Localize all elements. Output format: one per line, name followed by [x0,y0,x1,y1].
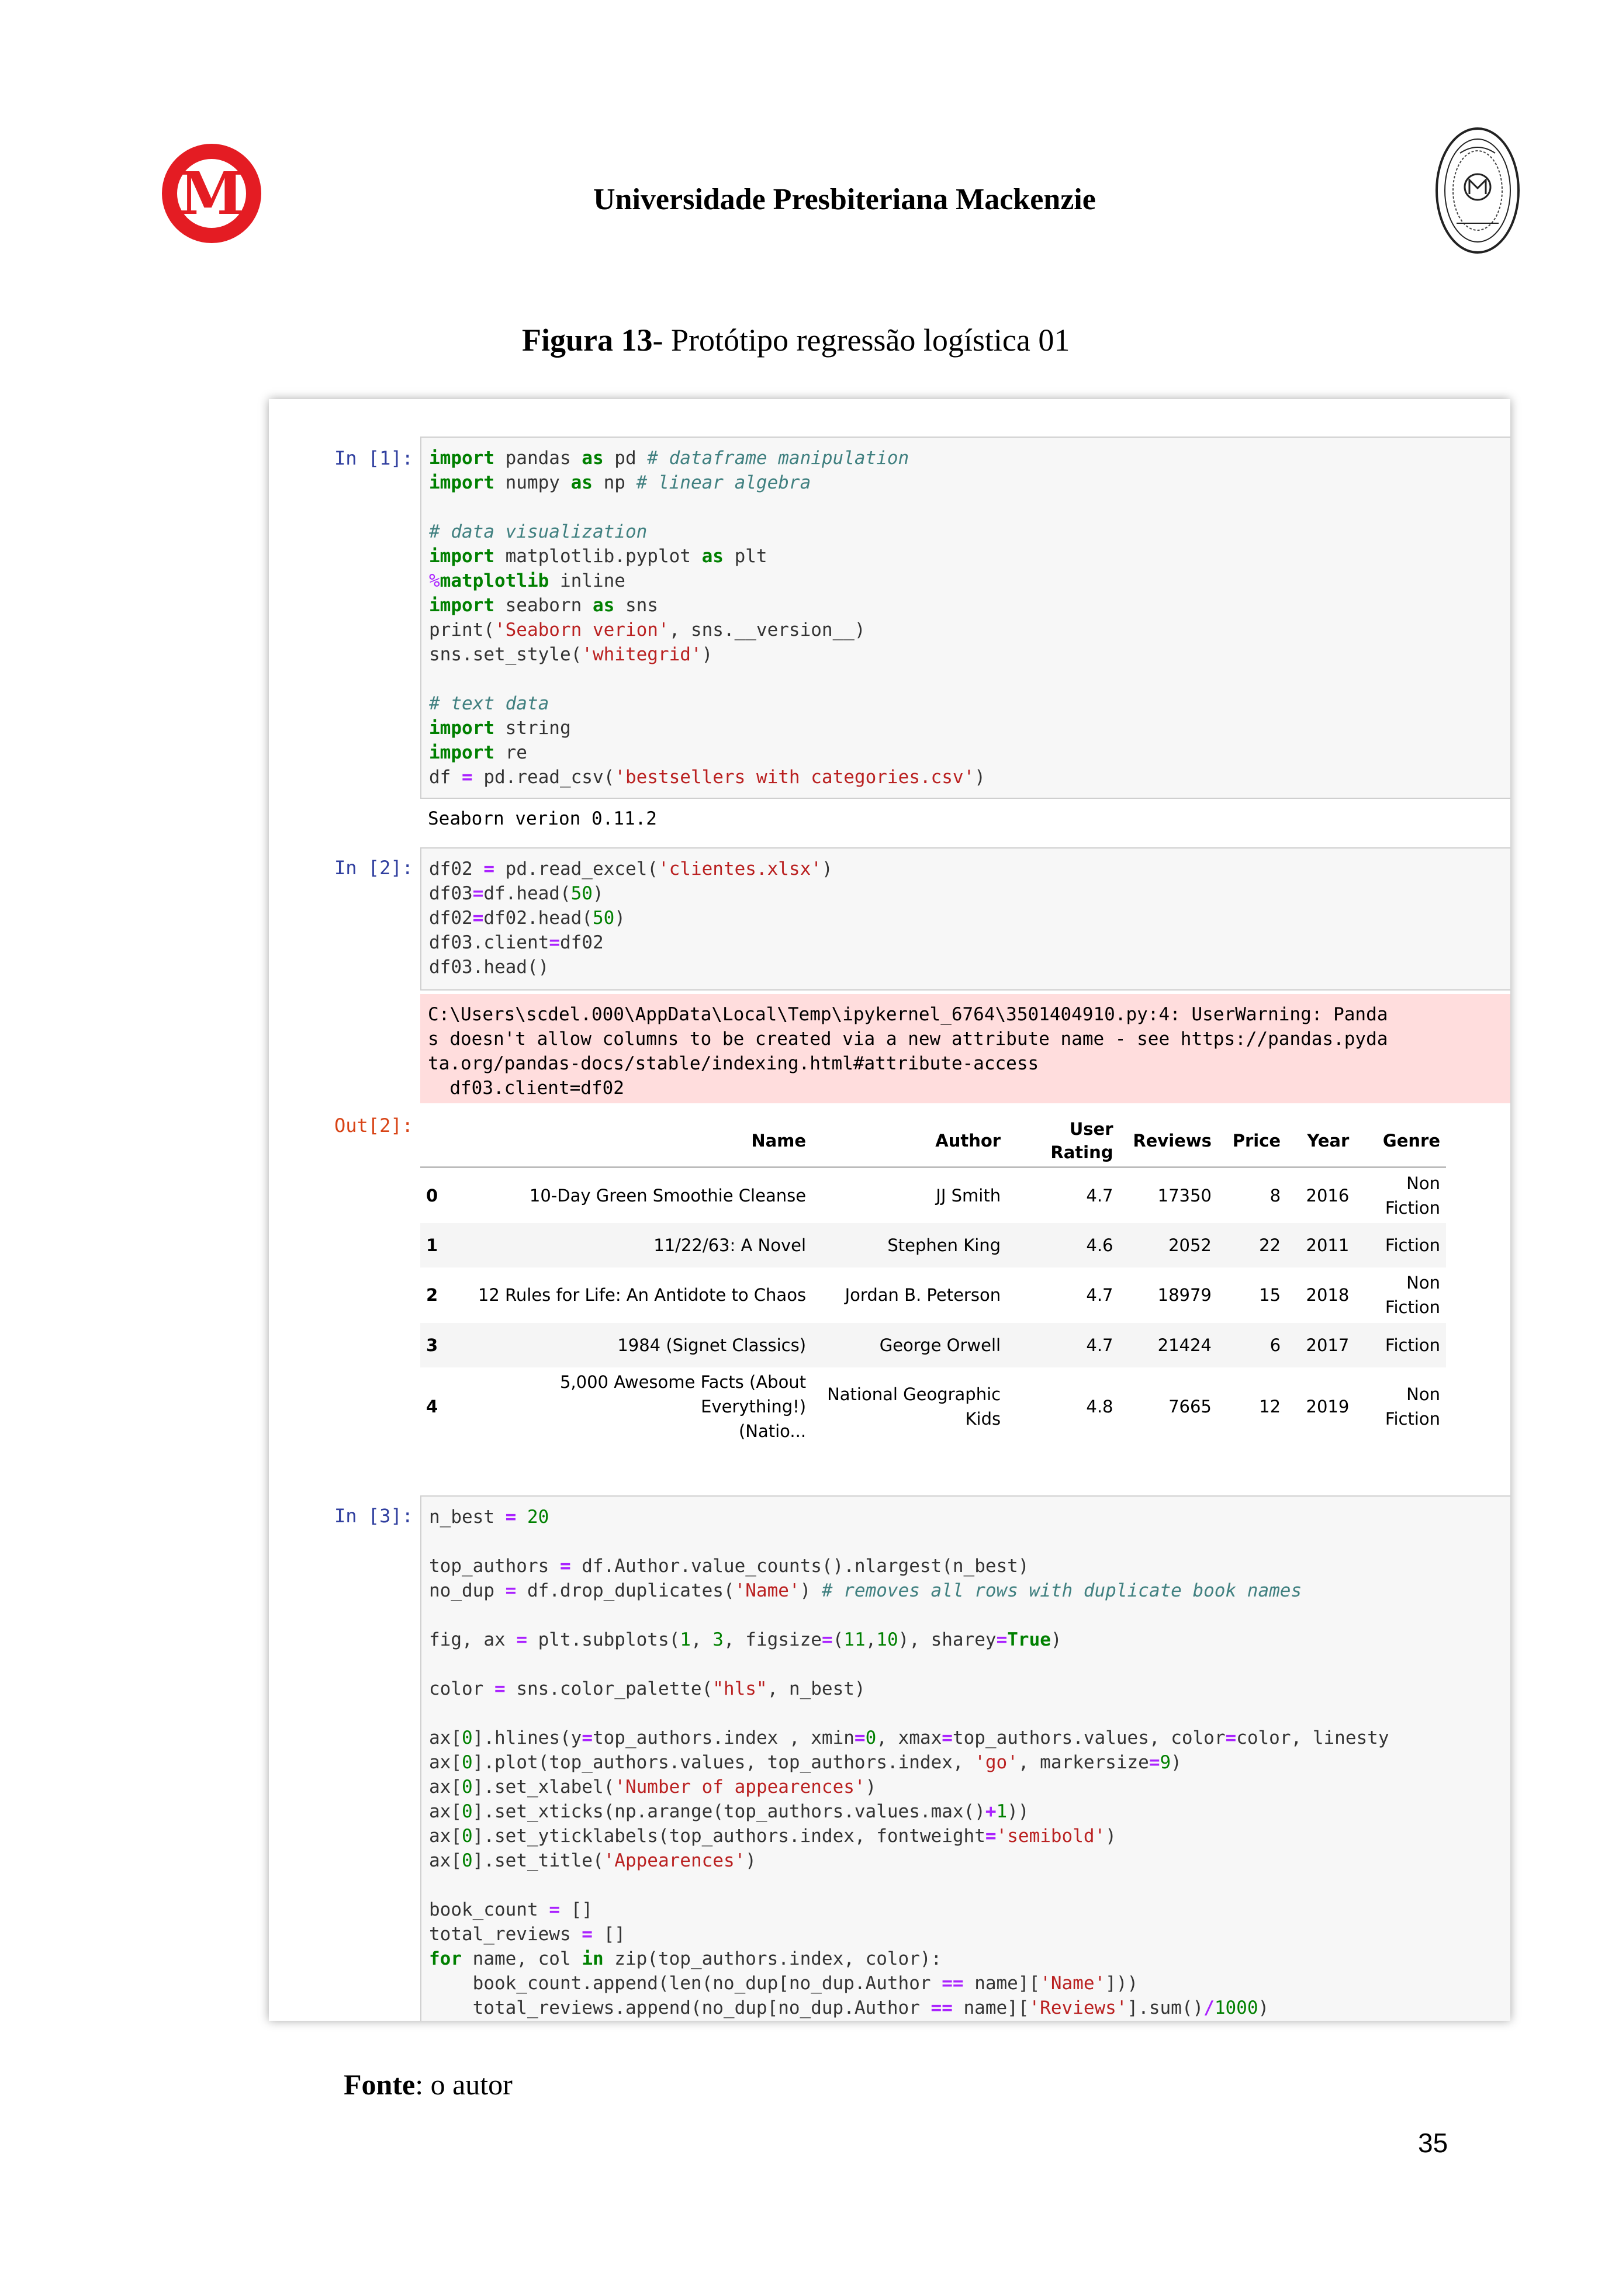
row-index: 3 [426,1335,438,1355]
code-cell-1[interactable] [420,437,1510,799]
cell-author: George Orwell [879,1335,1001,1355]
source-note [344,2068,513,2101]
table-row [420,1367,1446,1446]
row-index: 1 [426,1235,438,1255]
cell-price: 12 [1259,1396,1281,1417]
cell-name: 1984 (Signet Classics) [617,1335,807,1355]
cell-name: 12 Rules for Life: An Antidote to Chaos [478,1285,807,1305]
figure-caption [522,322,1070,358]
cell-name: 11/22/63: A Novel [653,1235,807,1255]
cell-year: 2017 [1306,1335,1350,1355]
col-header-year: Year [1307,1131,1350,1151]
warning-output: C:\Users\scdel.000\AppData\Local\Temp\ipykernel_6764\3501404910.py:4: UserWarning: Panda s doesn't allow columns to be created via a new attribute name - see https://pandas.pyda ta.org/pandas-docs/stable/indexing.html#attribute-access df03.client=df02 [420,994,1510,1103]
cell-year: 2016 [1306,1185,1350,1206]
cell-reviews: 7665 [1168,1396,1212,1417]
index-header [420,1115,454,1168]
cell-year: 2011 [1306,1235,1350,1255]
cell-reviews: 18979 [1157,1285,1212,1305]
col-header-author: Author [935,1131,1001,1151]
col-header-reviews: Reviews [1133,1131,1212,1151]
cell-name: 10-Day Green Smoothie Cleanse [529,1185,807,1206]
cell-author: National Geographic Kids [827,1384,1001,1429]
table-row [420,1168,1446,1223]
table-row [420,1268,1446,1323]
code-cell-2-source[interactable]: df02 = pd.read_excel('clientes.xlsx') df03=df.head(50) df02=df02.head(50) df03.client=df02 df03.head() [429,858,833,978]
figure-label: Figura 13 [522,323,653,358]
cell-genre: Fiction [1385,1235,1440,1255]
cell-reviews: 21424 [1157,1335,1212,1355]
col-header-name: Name [751,1131,807,1151]
code-cell-2[interactable] [420,847,1510,991]
university-name: Universidade Presbiteriana Mackenzie [593,183,1096,216]
cell-price: 22 [1259,1235,1281,1255]
dataframe-table [420,1115,1446,1446]
row-index: 2 [426,1285,438,1305]
cell-reviews: 2052 [1168,1235,1212,1255]
col-header-genre: Genre [1382,1131,1440,1151]
cell-user-rating: 4.7 [1086,1185,1113,1206]
code-cell-3-source[interactable]: n_best = 20 top_authors = df.Author.value_counts().nlargest(n_best) no_dup = df.drop_duplicates('Name') # removes all rows with duplicate book names fig, ax = plt.subplots(1, 3, figsize=(11,10), sharey=True) color = sns.color_palette("hls", n_best) ax[0].hlines(y=top_authors.index , xmin=0, xmax=top_authors.values, color=color, linesty ax[0].plot(top_authors.values, top_authors.index, 'go', markersize=9) ax[0].set_xlabel('Number of appearences') ax[0].set_xticks(np.arange(top_authors.values.max()+1)) ax[0].set_yticklabels(top_authors.index, fontweight='semibold') ax[0].set_title('Appearences') book_count = [] total_reviews = [] for name, col in zip(top_authors.index, color): book_count.append(len(no_dup[no_dup.Author == name]['Name'])) total_reviews.append(no_dup[no_dup.Author == name]['Reviews'].sum()/1000) [429,1507,1389,2018]
cell-price: 8 [1270,1185,1281,1206]
cell-genre: Fiction [1385,1335,1440,1355]
row-index: 0 [426,1185,438,1206]
cell-genre: Non Fiction [1385,1173,1440,1218]
source-label: Fonte [344,2068,416,2101]
col-header-price: Price [1232,1131,1281,1151]
university-seal-icon [1433,124,1522,257]
cell2-prompt: In [2]: [334,857,413,879]
cell-author: Stephen King [887,1235,1001,1255]
cell-user-rating: 4.7 [1086,1285,1113,1305]
figure-caption-text: - Protótipo regressão logística 01 [652,323,1070,358]
cell-reviews: 17350 [1157,1185,1212,1206]
cell-genre: Non Fiction [1385,1384,1440,1429]
cell1-prompt: In [1]: [334,447,413,469]
notebook-screenshot [269,399,1510,2021]
source-text: : o autor [415,2068,513,2101]
table-header-row [420,1115,1446,1168]
code-cell-3[interactable] [420,1495,1510,2021]
cell-name: 5,000 Awesome Facts (About Everything!) (Natio... [559,1372,807,1441]
out2-prompt: Out[2]: [334,1114,413,1137]
cell-genre: Non Fiction [1385,1273,1440,1317]
cell-user-rating: 4.8 [1086,1396,1113,1417]
col-header-user-rating: User Rating [1050,1119,1113,1162]
cell-author: Jordan B. Peterson [845,1285,1001,1305]
cell-price: 6 [1270,1335,1281,1355]
page-number: 35 [1418,2128,1448,2158]
cell-author: JJ Smith [936,1185,1001,1206]
cell1-output: Seaborn verion 0.11.2 [428,808,657,829]
cell-year: 2019 [1306,1396,1350,1417]
logo-letter: M [177,159,246,228]
cell-price: 15 [1259,1285,1281,1305]
code-cell-1-source[interactable]: import pandas as pd # dataframe manipulation import numpy as np # linear algebra # data visualization import matplotlib.pyplot as plt %matplotlib inline import seaborn as sns print('Seaborn verion', sns.__version__) sns.set_style('whitegrid') # text data import string import re df = pd.read_csv('bestsellers with categories.csv') [429,448,985,788]
mackenzie-logo [162,144,261,243]
row-index: 4 [426,1396,438,1417]
cell3-prompt: In [3]: [334,1505,413,1527]
table-row [420,1223,1446,1268]
cell-year: 2018 [1306,1285,1350,1305]
table-row [420,1323,1446,1367]
cell-user-rating: 4.7 [1086,1335,1113,1355]
cell-user-rating: 4.6 [1086,1235,1113,1255]
